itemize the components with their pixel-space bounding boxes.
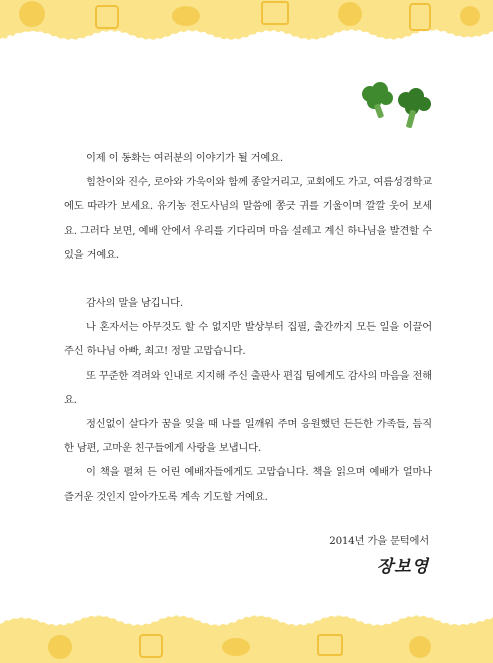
- paragraph-story: 힘찬이와 진수, 로아와 가욱이와 함께 종알거리고, 교회에도 가고, 여름성경학교에도 따라가 보세요. 유기농 전도사님의 말씀에 쫑긋 귀를 기울이며 깔깔 웃어 보세요. 그러다 보면, 예배 안에서 우리를 기다리며 마음 설레고 계신 하나님을 발견할 수 있을 거예요.: [64, 176, 432, 261]
- broccoli-icon: [356, 80, 436, 132]
- letter-body: [64, 146, 432, 509]
- paragraph-thanks-readers: 이 책을 펼쳐 든 어린 예배자들에게도 고맙습니다. 책을 읽으며 예배가 얼마나 즐거운 것인지 알아가도록 계속 기도할 거예요.: [64, 466, 432, 503]
- paragraph-thanks-god: 나 혼자서는 아무것도 할 수 없지만 발상부터 집필, 출간까지 모든 일을 이끌어 주신 하나님 아빠, 최고! 정말 고맙습니다.: [64, 321, 432, 358]
- paragraph-intro: 이제 이 동화는 여러분의 이야기가 될 거예요.: [86, 152, 283, 164]
- paragraph-thanks-publisher: 또 꾸준한 격려와 인내로 지지해 주신 출판사 편집 팀에게도 감사의 마음을 전해요.: [64, 369, 432, 406]
- paragraph-thanks-family: 정신없이 살다가 꿈을 잊을 때 나를 일깨워 주며 응원했던 든든한 가족들, 듬직한 남편, 고마운 친구들에게 사랑을 보냅니다.: [64, 418, 432, 455]
- closing-date: 2014년 가을 문턱에서: [329, 535, 429, 547]
- fruit-pattern-icon: [0, 0, 493, 50]
- paragraph-thanks-heading: 감사의 말을 남깁니다.: [86, 297, 183, 310]
- fruit-pattern-icon: [0, 601, 493, 663]
- top-decorative-band: [0, 0, 493, 50]
- author-signature: 장보영: [376, 557, 429, 577]
- bottom-decorative-band: [0, 601, 493, 663]
- paragraph-gap: [64, 267, 432, 291]
